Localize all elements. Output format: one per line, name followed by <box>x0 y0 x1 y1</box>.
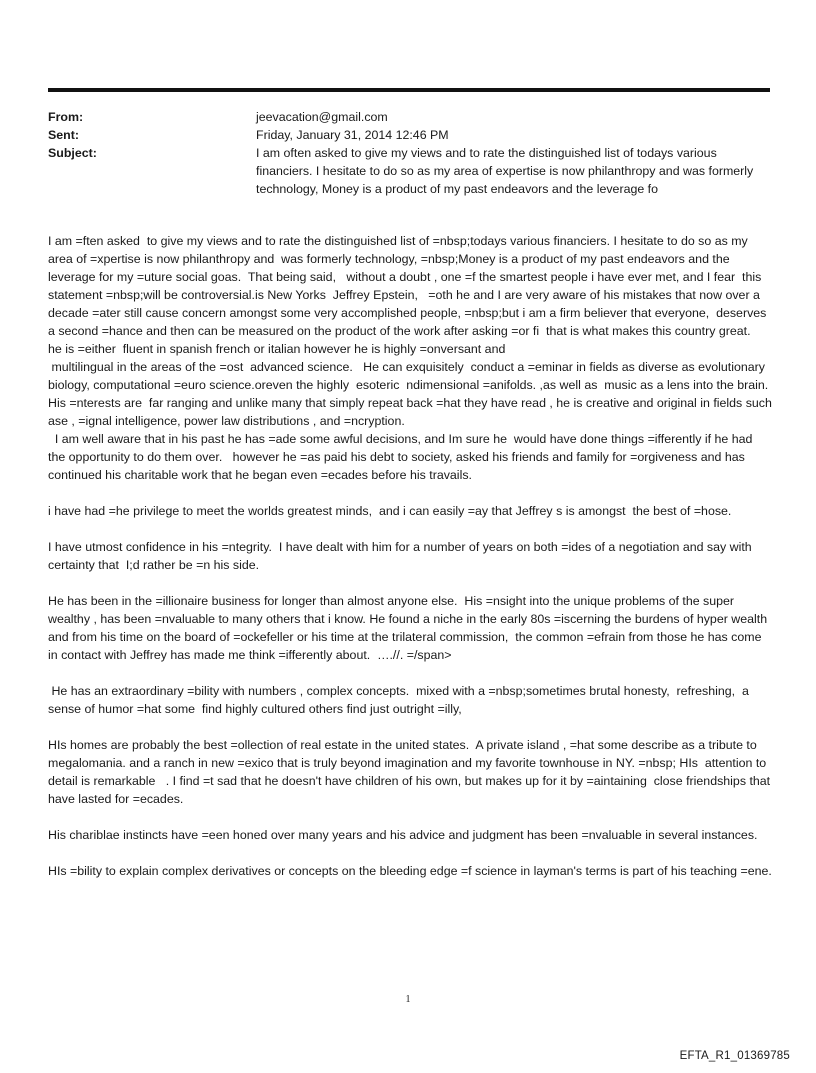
body-paragraph: I am well aware that in his past he has =ade some awful decisions, and Im sure he would have done things =ifferently if he had the opportunity to do them over. however he =as paid his debt to society, asked his friends and family for =orgiveness and has continued his charitable work that he began even =ecades before his travails. <box>48 432 756 482</box>
body-paragraph: I am =ften asked to give my views and to rate the distinguished list of =nbsp;todays various financiers. I hesitate to do so as my area of =xpertise is now philanthropy and was formerly technology, =nbsp;Money is a product of my past endeavors and the leverage for my =uture social goas. That being said, without a doubt , one =f the smartest people i have ever met, and I fear this statement =nbsp;will be controversial.is New Yorks Jeffrey Epstein, =oth he and I are very aware of his mistakes that now over a decade =ater still cause concern amongst some very accomplished people, =nbsp;but i am a firm believer that everyone, deserves a second =hance and then can be measured on the product of the work after asking =or fi that is what makes this country great. <box>48 234 770 338</box>
sent-value: Friday, January 31, 2014 12:46 PM <box>256 128 449 142</box>
body-paragraph: He has been in the =illionaire business for longer than almost anyone else. His =nsight into the unique problems of the super wealthy , has been =nvaluable to many others that i know. He found a niche in the early 80s =iscerning the burdens of hyper wealth and from his time on the board of =ockefeller or his time at the trilateral commission, the common =efrain from those he has come in contact with Jeffrey has made me think =ifferently about. ….//. =/span> <box>48 594 771 662</box>
body-paragraph: HIs =bility to explain complex derivatives or concepts on the bleeding edge =f science in layman's terms is part of his teaching =ene. <box>48 864 772 878</box>
sent-label: Sent: <box>48 128 79 142</box>
subject-label: Subject: <box>48 146 97 160</box>
sent-row <box>48 126 770 144</box>
body-paragraph: His chariblae instincts have =een honed over many years and his advice and judgment has been =nvaluable in several instances. <box>48 828 758 842</box>
email-body <box>48 232 776 880</box>
body-paragraph: HIs homes are probably the best =ollection of real estate in the united states. A private island , =hat some describe as a tribute to megalomania. and a ranch in new =exico that is truly beyond imagination and my favorite townhouse in NY. =nbsp; HIs attention to detail is remarkable . I find =t sad that he doesn't have children of his own, but makes up for it by =aintaining close friendships that have lasted for =ecades. <box>48 738 774 806</box>
from-row <box>48 108 770 126</box>
body-paragraph: I have utmost confidence in his =ntegrity. I have dealt with him for a number of years on both =ides of a negotiation and say with certainty that I;d rather be =n his side. <box>48 540 756 572</box>
header-divider <box>48 88 770 92</box>
body-paragraph: multilingual in the areas of the =ost advanced science. He can exquisitely conduct a =eminar in fields as diverse as evolutionary biology, computational =euro science.oreven the highly esoteric ndimensional =anifolds. ,as well as music as a lens into the brain. His =nterests are far ranging and unlike many that simply repeat back =hat they have read , he is creative and original in fields such ase , =ignal intelligence, power law distributions , and =ncryption. <box>48 360 776 428</box>
subject-value: I am often asked to give my views and to rate the distinguished list of todays various financiers. I hesitate to do so as my area of expertise is now philanthropy and was formerly technology, Money is a product of my past endeavors and the leverage fo <box>256 146 754 196</box>
email-header <box>48 108 770 198</box>
bates-number: EFTA_R1_01369785 <box>679 1050 790 1062</box>
from-label: From: <box>48 110 84 124</box>
body-paragraph: He has an extraordinary =bility with numbers , complex concepts. mixed with a =nbsp;sometimes brutal honesty, refreshing, a sense of humor =hat some find highly cultured others find just outright =illy, <box>48 684 753 716</box>
body-paragraph: he is =either fluent in spanish french or italian however he is highly =onversant and <box>48 342 506 356</box>
body-paragraph: i have had =he privilege to meet the worlds greatest minds, and i can easily =ay that Jeffrey s is amongst the best of =hose. <box>48 504 732 518</box>
page-number: 1 <box>405 994 411 1005</box>
subject-row <box>48 144 770 198</box>
from-value: jeevacation@gmail.com <box>256 110 388 124</box>
